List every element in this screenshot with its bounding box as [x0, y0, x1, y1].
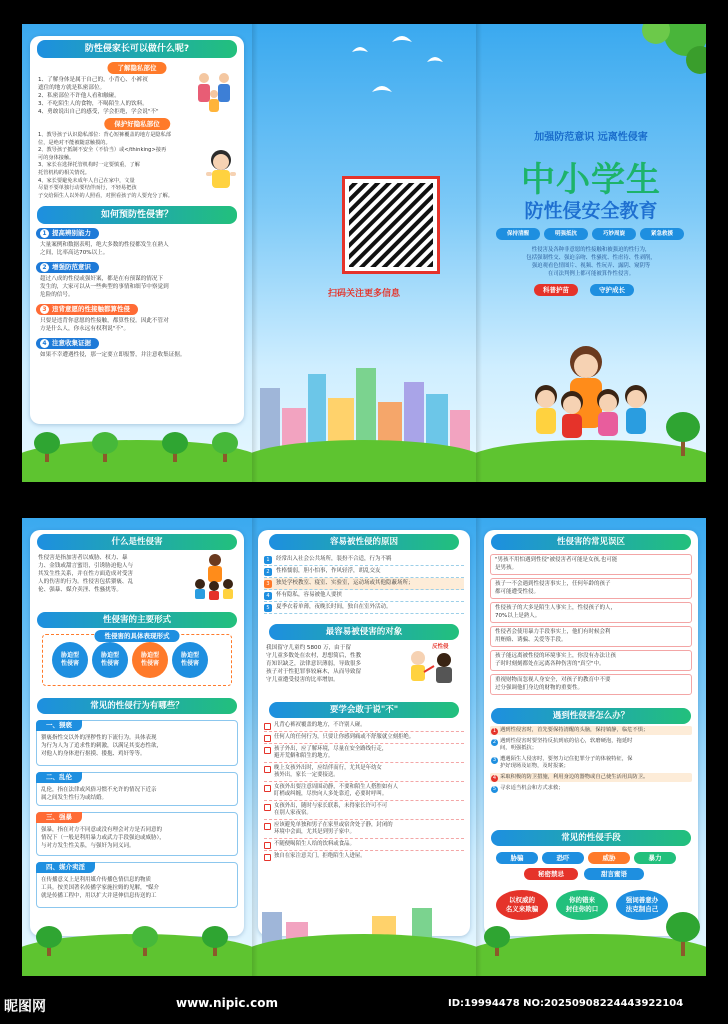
reasons-title: 容易被性侵的原因: [269, 534, 459, 550]
reason-item: 4 怀有隐私，容易被他人要挟: [264, 590, 464, 602]
content-card: [30, 530, 244, 936]
cover-description: 性侵害及各种非意愿的性接触和被强迫的性行为， 包括强制性交、强迫亲吻、性骚扰、性虐待、性剥削， 强迫观看色情图片、视频、性玩弄、露阴、窥阴等 在司法判例上都可能被算作性侵害。: [526, 247, 656, 277]
brochure-inner-side: [22, 518, 706, 976]
form-3: 胁迫型 性侵害: [132, 642, 168, 678]
panel-reasons: [252, 518, 476, 976]
leaves-decoration: [616, 24, 706, 84]
prevent-item-2-text: 超过八成的性侵或强奸案，都是在有预谋的情况下 发生的，大家可以从一些典型的事情和细节中察觉到 危险的信号。: [40, 276, 169, 298]
means-chip-6: 甜言蜜语: [584, 868, 644, 880]
panel-qr: [252, 24, 476, 482]
girl-illustration: [202, 148, 240, 194]
reason-item: 5 夏季衣着单薄，夜晚长时间，独自在室外活动。: [264, 602, 464, 614]
what-is-title: 什么是性侵害: [37, 534, 237, 550]
myth-item: 孩子能远离被性侵的环境事实上，你没有办法让孩 子时时刻刻都处在远离各种伤害的"真空"中。: [490, 650, 692, 671]
tag-4: 紧急救援: [640, 228, 684, 240]
means-bubble-2: 你的错来 封住你的口: [556, 890, 608, 920]
watermark-url: www.nipic.com: [176, 996, 278, 1010]
behaviors-title: 常见的性侵行为有哪些？: [37, 698, 237, 714]
sub-title-privacy: 了解隐私部位: [108, 62, 167, 74]
prevent-item-3-text: 只要是违背你意愿的性接触，都算性侵。因此不管对 方是什么人，你永远有权利说"不"。: [40, 318, 169, 332]
grass-ground: [22, 412, 252, 482]
form-1: 胁迫型 性侵害: [52, 642, 88, 678]
sub-title-protect: 保护好隐私部位: [104, 118, 170, 130]
forms-pill: 性侵害的具体表现形式: [95, 630, 180, 642]
reason-item: 2 性格懦弱，胆小怕事，作风轻浮，胡乱交友: [264, 566, 464, 578]
myth-item: 重视财物而忽视人身安全，对孩子的教育中不要 过分强调他们身边的财物的重要性。: [490, 674, 692, 695]
means-chip-5: 秘密禁忌: [524, 868, 578, 880]
protect-text: 1、教导孩子认识隐私部位：背心短裤覆盖的地方是隐私部 位，是绝对不能被随意触摸的。 2、教导孩子抵制不安全（不恰当）或</thinking>接再 可的身体接触。 3、家长在选择托管机构时一定要慎重，了解 托管机构的相关情况。 4、家长要避免未成年人自己在家中，文量 尽量不要单独行动要结伴而行，不轻易把孩 子交给陌生人以外的人照看，对照看孩子的人要充分了解。: [38, 132, 173, 199]
grass-ground: [252, 412, 476, 482]
watermark-bar: [0, 990, 728, 1024]
prevent-item-1-text: 大量案例和数据表明，绝大多数的性侵都发生在熟人 之间，比率高达70%以上。: [40, 242, 169, 256]
prevent-title: 如何预防性侵害？: [37, 206, 237, 224]
content-card: [30, 36, 244, 424]
watermark-id: ID:19994478 NO:20250908224443922104: [448, 998, 684, 1009]
reason-item: 1 经常出入社会公共场所，装扮不合适，行为不羁: [264, 554, 464, 566]
means-chip-3: 威胁: [588, 852, 630, 864]
myth-item: 性侵孩子的大多是陌生人事实上，性侵孩子的人， 70%以上是熟人。: [490, 602, 692, 623]
means-chip-1: 胁骗: [496, 852, 538, 864]
section-1: 一、猥亵 猥亵指性交以外的淫秽性的下流行为。具体表现 为行为人为了追求性的刺激，以满足其变态性欲， 对他人的身体进行抠摸、搂抱、鸡奸等等。: [36, 720, 238, 766]
say-no-title: 要学会敢于说"不": [269, 702, 459, 718]
section-4: 四、媒介卖淫 在传播意义上是利用媒介传播色情信息的物质 工具。按美国著名传播学家施拉姆的见解，"媒介 就是传播工程中，用以扩大并延伸信息传送的工: [36, 862, 238, 908]
tag-2: 明强抵抗: [544, 228, 588, 240]
panel-cover: [476, 24, 706, 482]
form-4: 胁迫型 性侵害: [172, 642, 208, 678]
what-to-do-title: 遇到性侵害怎么办？: [491, 708, 691, 724]
panel-what-is: [22, 518, 252, 976]
dove-icon: [332, 32, 452, 112]
brochure-outer-side: [22, 24, 706, 482]
prevent-item-2-label: 2 增强防范意识: [36, 262, 99, 273]
myth-item: 孩子一不会遇到性侵害事实上，任何年龄的孩子 都可能遭受性侵。: [490, 578, 692, 599]
privacy-text: 1、了解身体是属于自己的，小背心、小裤衩 遮住的地方就是私密部位。 2、私密部位不许他人看和触碰。 3、不吃陌生人的食物，不喝陌生人的饮料。 4、勇敢说出自己的感受，学会拒绝，学会说"不": [38, 77, 159, 115]
cover-slogan: 加强防范意识 远离性侵害: [534, 132, 648, 143]
what-is-text: 性侵害是指加害者以威胁、权力、暴 力、金钱或甜言蜜语，引诱胁迫他人与 其发生性关系，并在性方面造成对受害 人的伤害的行为。性侵害包括猥亵、乱 伦、强暴、媒介卖淫、性骚扰等。: [38, 555, 134, 593]
tag-1: 保持清醒: [496, 228, 540, 240]
section-3: 三、强暴 强暴，指在对方不同意或没有理会对方是否同意的 情况下（一般是利用暴力或武力手段强迫或威胁）， 与对方发生性关系，与强奸为同义词。: [36, 812, 238, 856]
means-bubble-1: 以权威的 名义来欺骗: [496, 890, 548, 920]
means-bubble-3: 强词善意办 法克制自己: [616, 890, 668, 920]
cover-title-main: 中小学生: [521, 160, 661, 200]
grass-ground: [22, 906, 252, 976]
say-no-list: 凡背心裤衩覆盖的地方，不许别人碰。 任何人的任何行为，只要让你感到痛或不舒服就立刻拒绝。 孩子外出，应了解环境，尽量在安全路线行走， 避开荒僻和陌生的地方。 晚上女孩外出时，应结伴而行，尤其是年幼女 孩外出，家长一定要接送。 女孩外出要注意周围动静，不要和陌生人搭腔如有人 盯梢或纠缠，尽快向人多处靠近，必要时呼叫。 女孩外出，随时与家长联系，未得家长许可不可 在别人家夜宿。 应该避免单独和男子在家里或宿舍处子静，封闭的 环境中会面，尤其是到男子家中。 不随便喝陌生人给的饮料或食品。 独自在家注意关门，拒绝陌生人进屋。: [264, 720, 464, 862]
prevent-item-4-label: 4 注意收集证据: [36, 338, 99, 349]
stop-abuse-sign: 反性侵: [432, 644, 449, 650]
badge-2: 守护成长: [590, 284, 634, 296]
myth-item: 性侵者会使用暴力手段事实上，他们有时候会利 用贿赂、诱骗、关爱等手段。: [490, 626, 692, 647]
prevent-item-4-text: 如果不幸遭遇性侵，那一定要立即报警，并注意收集证据。: [40, 352, 186, 358]
reason-item: 3 独处学校教室、寝室、实验室，运动场或其他隐蔽场所；: [264, 578, 464, 590]
section-2: 二、乱伦 乱伦，指在法律或风俗习惯不允许的情况下近亲 属之间发生性行为或结婚。: [36, 772, 238, 806]
cover-title-sub: 防性侵安全教育: [524, 200, 658, 222]
forms-title: 性侵害的主要形式: [37, 612, 237, 628]
targets-title: 最容易被侵害的对象: [269, 624, 459, 640]
grass-ground: [476, 412, 706, 482]
means-chip-2: 恐吓: [542, 852, 584, 864]
panel-myths: [476, 518, 706, 976]
myth-item: "男孩不用怕遇到性侵"被侵害者可能是女孩,也可能 是男孩。: [490, 554, 692, 575]
means-title: 常见的性侵手段: [491, 830, 691, 846]
cover-tags: [496, 228, 688, 240]
qr-placeholder[interactable]: [342, 176, 440, 274]
prevent-item-3-label: 3 违背意愿的性接触都算性侵: [36, 304, 138, 315]
grass-ground: [476, 906, 706, 976]
panel-title: 防性侵家长可以做什么呢?: [37, 40, 237, 58]
qr-code-icon: [345, 179, 437, 271]
qr-caption: 扫码关注更多信息: [327, 289, 400, 299]
panel-parents: [22, 24, 252, 482]
actions-list: 1 遇到性侵害时，首先要保持清醒的头脑，保持镇静，临危不惧； 2 遇到性侵害时要坚持反抗到底的信心，软磨硬泡，拖延时 间，明强抵抗； 3 遭遇陌生人侵害时，要努力记住犯罪分子的体貌特征，保 护好现场及证物，及时报案； 4 采取积极的防卫措施，利用身边的器物或自己使生活用具防卫。 5 寻求适当机会和方式求救；: [490, 726, 692, 793]
family-illustration: [192, 72, 238, 114]
badge-1: 科普护苗: [534, 284, 578, 296]
prevent-item-1-label: 1 提高辨别能力: [36, 228, 99, 239]
myths-list: [490, 554, 692, 695]
myths-title: 性侵害的常见误区: [491, 534, 691, 550]
grass-ground: [252, 906, 476, 976]
family-illustration: [190, 552, 240, 600]
content-card: [258, 530, 470, 936]
stop-abuse-illustration: [398, 642, 464, 692]
means-chip-4: 暴力: [634, 852, 676, 864]
reasons-list: [264, 554, 464, 614]
content-card: [484, 530, 698, 936]
targets-text: 我国留守儿童约 5800 万，由于留 守儿童多数处在农村，思想简后，性教 育知识缺乏，法律意识薄弱，导致很多 孩子对于性犯罪事较麻木，从而导致留 守儿童遭受侵害的比率增加。: [266, 645, 362, 683]
tag-3: 巧妙周旋: [592, 228, 636, 240]
form-2: 胁迫型 性侵害: [92, 642, 128, 678]
watermark-logo: 昵图网: [4, 999, 46, 1015]
